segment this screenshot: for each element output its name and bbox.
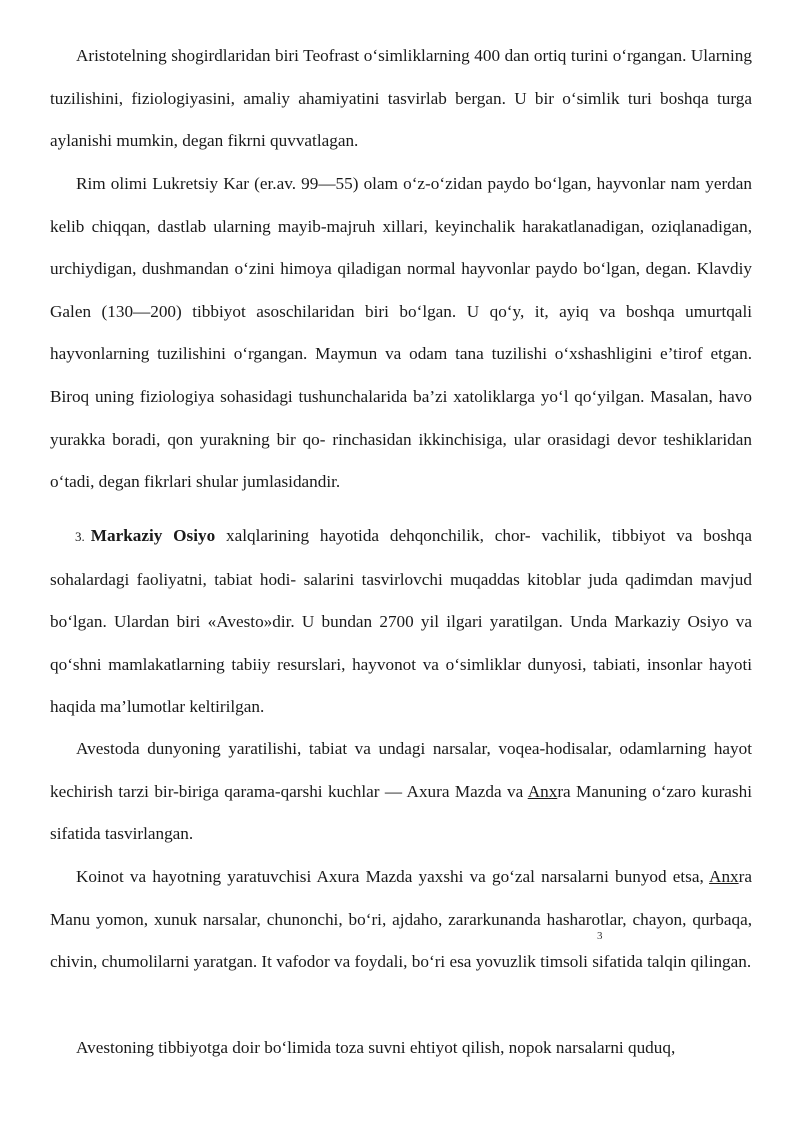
paragraph-text: ra Manuning o‘zaro kurashi sifatida tasvirlangan. [50, 781, 752, 844]
underlined-word: Anx [709, 867, 739, 886]
underlined-word: Anx [527, 781, 558, 801]
paragraph-markaziy-osiyo [50, 515, 752, 729]
paragraph-teofrast: Aristotelning shogirdlaridan biri Teofrast o‘simliklarning 400 dan ortiq turini o‘rgangan. Ularning tuzilishini, fiziologiyasini, amaliy ahamiyatini tasvirlab bergan. U bir o‘simlik turi boshqa turga aylanishi mumkin, degan fikrni quvvatlagan. [50, 46, 752, 151]
paragraph-text: ra Manu yomon, xunuk narsalar, chunonchi, bo‘ri, ajdaho, zararkunanda hasharotlar, chayon, qurbaqa, chivin, chumolilarni yaratgan. It vafodor va foydali, bo‘ri esa yovuzlik timsoli sifatida talqin qilingan. [50, 867, 752, 972]
paragraph-avesto-medicine: Avestoning tibbiyotga doir bo‘limida toza suvni ehtiyot qilish, nopok narsalarni quduq, [76, 1038, 676, 1057]
paragraph-text: Koinot va hayotning yaratuvchisi Axura Mazda yaxshi va go‘zal narsalarni bunyod etsa, [76, 867, 710, 886]
section-heading-term: Markaziy Osiyo [90, 526, 216, 545]
page-number: 3 [597, 930, 603, 942]
paragraph-koinot [50, 856, 752, 984]
paragraph-avesto-creation [50, 728, 752, 856]
section-number: 3. [75, 529, 85, 544]
paragraph-text: xalqlarining hayotida dehqonchilik, chor- vachilik, tibbiyot va boshqa sohalardagi faoliyatni, tabiat hodi- salarini tasvirlovchi muqaddas kitoblar juda qadimdan mavjud bo‘lgan. Ulardan biri «Avesto»dir. U bundan 2700 yil ilgari yaratilgan. Unda Markaziy Osiyo va qo‘shni mamlakatlarning tabiiy resurslari, hayvonot va o‘simliklar dunyosi, tabiati, insonlar hayoti haqida ma’lumotlar keltirilgan. [50, 526, 752, 717]
paragraph-lukretsiy-galen: Rim olimi Lukretsiy Kar (er.av. 99—55) olam o‘z-o‘zidan paydo bo‘lgan, hayvonlar nam yerdan kelib chiqqan, dastlab ularning mayib-majruh xillari, keyinchalik harakatlanadigan, oziqlanadigan, urchiydigan, dushmandan o‘zini himoya qiladigan normal hayvonlar paydo bo‘lgan, degan. Klavdiy Galen (130—200) tibbiyot asoschilaridan biri bo‘lgan. U qo‘y, it, ayiq va boshqa umurtqali hayvonlarning tuzilishini o‘rgangan. Maymun va odam tana tuzilishi o‘xshashligini e’tirof etgan. Biroq uning fiziologiya sohasidagi tushunchalarida ba’zi xatoliklarga yo‘l qo‘yilgan. Masalan, havo yurakka boradi, qon yurakning bir qo- rinchasidan ikkinchisiga, ular orasidagi devor teshiklaridan o‘tadi, degan fikrlari shular jumlasidandir. [50, 174, 752, 492]
paragraph-text: Avestoda dunyoning yaratilishi, tabiat va undagi narsalar, voqea-hodisalar, odamlarning hayot kechirish tarzi bir-biriga qarama-qarshi kuchlar — Axura Mazda va [50, 739, 752, 801]
